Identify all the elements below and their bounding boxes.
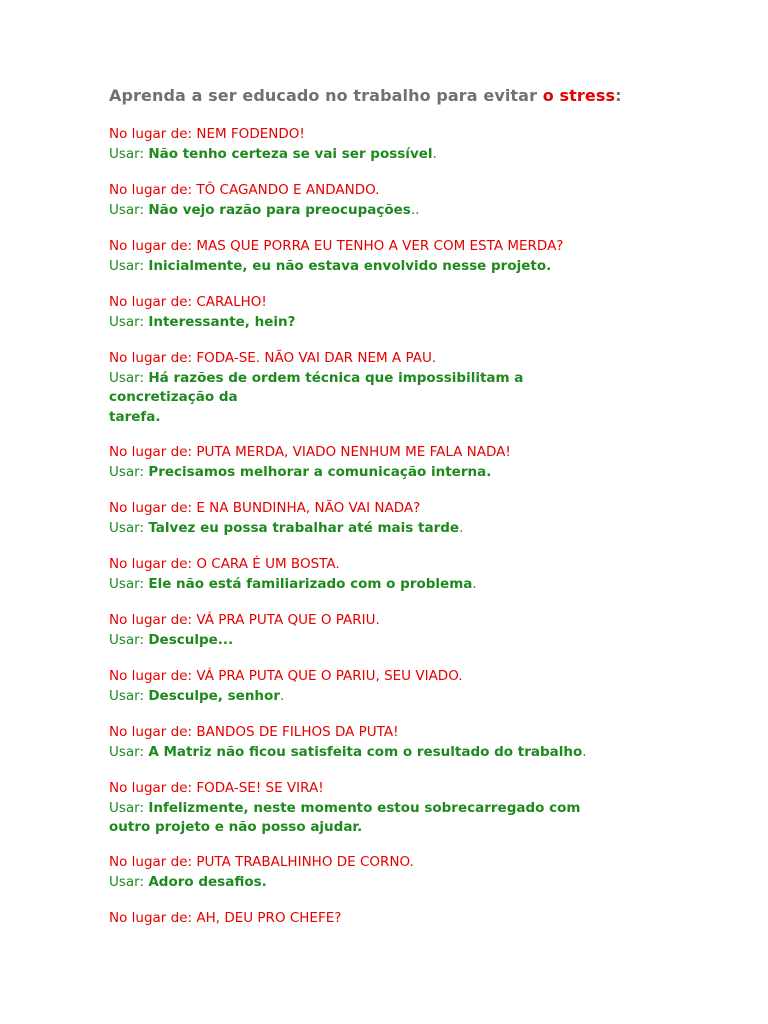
use-text: Desculpe...: [148, 631, 234, 648]
title-colon: :: [615, 86, 622, 105]
use-label: Usar:: [109, 799, 149, 816]
use-label: Usar:: [109, 631, 149, 648]
use-text: Interessante, hein?: [148, 313, 296, 330]
phrase-entry: [109, 779, 669, 838]
use-line: [109, 313, 669, 333]
use-line: [109, 369, 669, 428]
use-text: Precisamos melhorar a comunicação interna.: [148, 463, 492, 480]
phrase-entry: [109, 555, 669, 594]
use-label: Usar:: [109, 201, 149, 218]
instead-line: No lugar de: CARALHO!: [109, 294, 267, 310]
instead-line: No lugar de: O CARA É UM BOSTA.: [109, 556, 340, 572]
instead-line: No lugar de: BANDOS DE FILHOS DA PUTA!: [109, 724, 399, 740]
use-text: Desculpe, senhor: [148, 687, 280, 704]
use-text: outro projeto e não posso ajudar.: [109, 819, 363, 835]
instead-line: No lugar de: AH, DEU PRO CHEFE?: [109, 910, 342, 926]
title-accent: o stress: [542, 86, 616, 105]
title-text: Aprenda a ser educado no trabalho para evitar: [109, 86, 543, 105]
use-text: Não vejo razão para preocupações: [148, 201, 411, 218]
use-text: Não tenho certeza se vai ser possível: [148, 145, 433, 162]
phrase-entry: [109, 349, 669, 427]
use-text: Infelizmente, neste momento estou sobrecarregado com: [148, 799, 581, 816]
instead-line: No lugar de: PUTA TRABALHINHO DE CORNO.: [109, 854, 414, 870]
use-text: Adoro desafios.: [148, 873, 267, 890]
use-line: [109, 799, 669, 838]
instead-line: No lugar de: PUTA MERDA, VIADO NENHUM ME FALA NADA!: [109, 444, 511, 460]
use-label: Usar:: [109, 313, 149, 330]
instead-line: No lugar de: E NA BUNDINHA, NÃO VAI NADA?: [109, 500, 421, 516]
use-label: Usar:: [109, 519, 149, 536]
phrase-entry: [109, 611, 669, 650]
use-text: Ele não está familiarizado com o problema: [148, 575, 473, 592]
phrase-entry: [109, 125, 669, 164]
use-line: [109, 257, 669, 277]
use-text: A Matriz não ficou satisfeita com o resultado do trabalho: [148, 743, 583, 760]
use-label: Usar:: [109, 463, 149, 480]
use-label: Usar:: [109, 369, 149, 386]
use-label: Usar:: [109, 145, 149, 162]
instead-line: No lugar de: VÁ PRA PUTA QUE O PARIU, SEU VIADO.: [109, 668, 463, 684]
phrase-entry: [109, 293, 669, 332]
use-text: Talvez eu possa trabalhar até mais tarde: [148, 519, 460, 536]
use-label: Usar:: [109, 743, 149, 760]
use-text: Inicialmente, eu não estava envolvido nesse projeto.: [148, 257, 552, 274]
use-line: [109, 201, 669, 221]
phrase-entry: [109, 723, 669, 762]
use-line: [109, 145, 669, 165]
use-text: concretização da: [109, 389, 238, 405]
use-trailing-punctuation: ..: [410, 201, 420, 218]
use-label: Usar:: [109, 257, 149, 274]
use-label: Usar:: [109, 873, 149, 890]
phrase-entry: [109, 909, 669, 929]
use-line: [109, 631, 669, 651]
use-trailing-punctuation: .: [582, 743, 587, 760]
phrase-entry: [109, 181, 669, 220]
instead-line: No lugar de: FODA-SE! SE VIRA!: [109, 780, 324, 796]
use-label: Usar:: [109, 575, 149, 592]
instead-line: No lugar de: NEM FODENDO!: [109, 126, 305, 142]
use-line: [109, 575, 669, 595]
use-trailing-punctuation: .: [279, 687, 285, 704]
instead-line: No lugar de: FODA-SE. NÃO VAI DAR NEM A PAU.: [109, 350, 437, 366]
use-label: Usar:: [109, 687, 149, 704]
page-title: [109, 86, 622, 105]
use-line: [109, 463, 669, 483]
use-text: tarefa.: [109, 408, 161, 425]
use-line: [109, 873, 669, 893]
instead-line: No lugar de: TÔ CAGANDO E ANDANDO.: [109, 182, 380, 198]
phrase-entry: [109, 237, 669, 276]
instead-line: No lugar de: VÁ PRA PUTA QUE O PARIU.: [109, 612, 380, 628]
instead-line: No lugar de: MAS QUE PORRA EU TENHO A VER COM ESTA MERDA?: [109, 238, 564, 254]
use-line: [109, 743, 669, 763]
use-trailing-punctuation: .: [459, 519, 464, 536]
phrase-entry: [109, 499, 669, 538]
phrase-entry: [109, 443, 669, 482]
use-trailing-punctuation: .: [472, 575, 477, 592]
phrase-entry: [109, 853, 669, 892]
use-trailing-punctuation: .: [432, 145, 437, 162]
use-line: [109, 687, 669, 707]
phrase-entry: [109, 667, 669, 706]
use-text: Há razões de ordem técnica que impossibilitam a: [148, 369, 524, 386]
use-line: [109, 519, 669, 539]
